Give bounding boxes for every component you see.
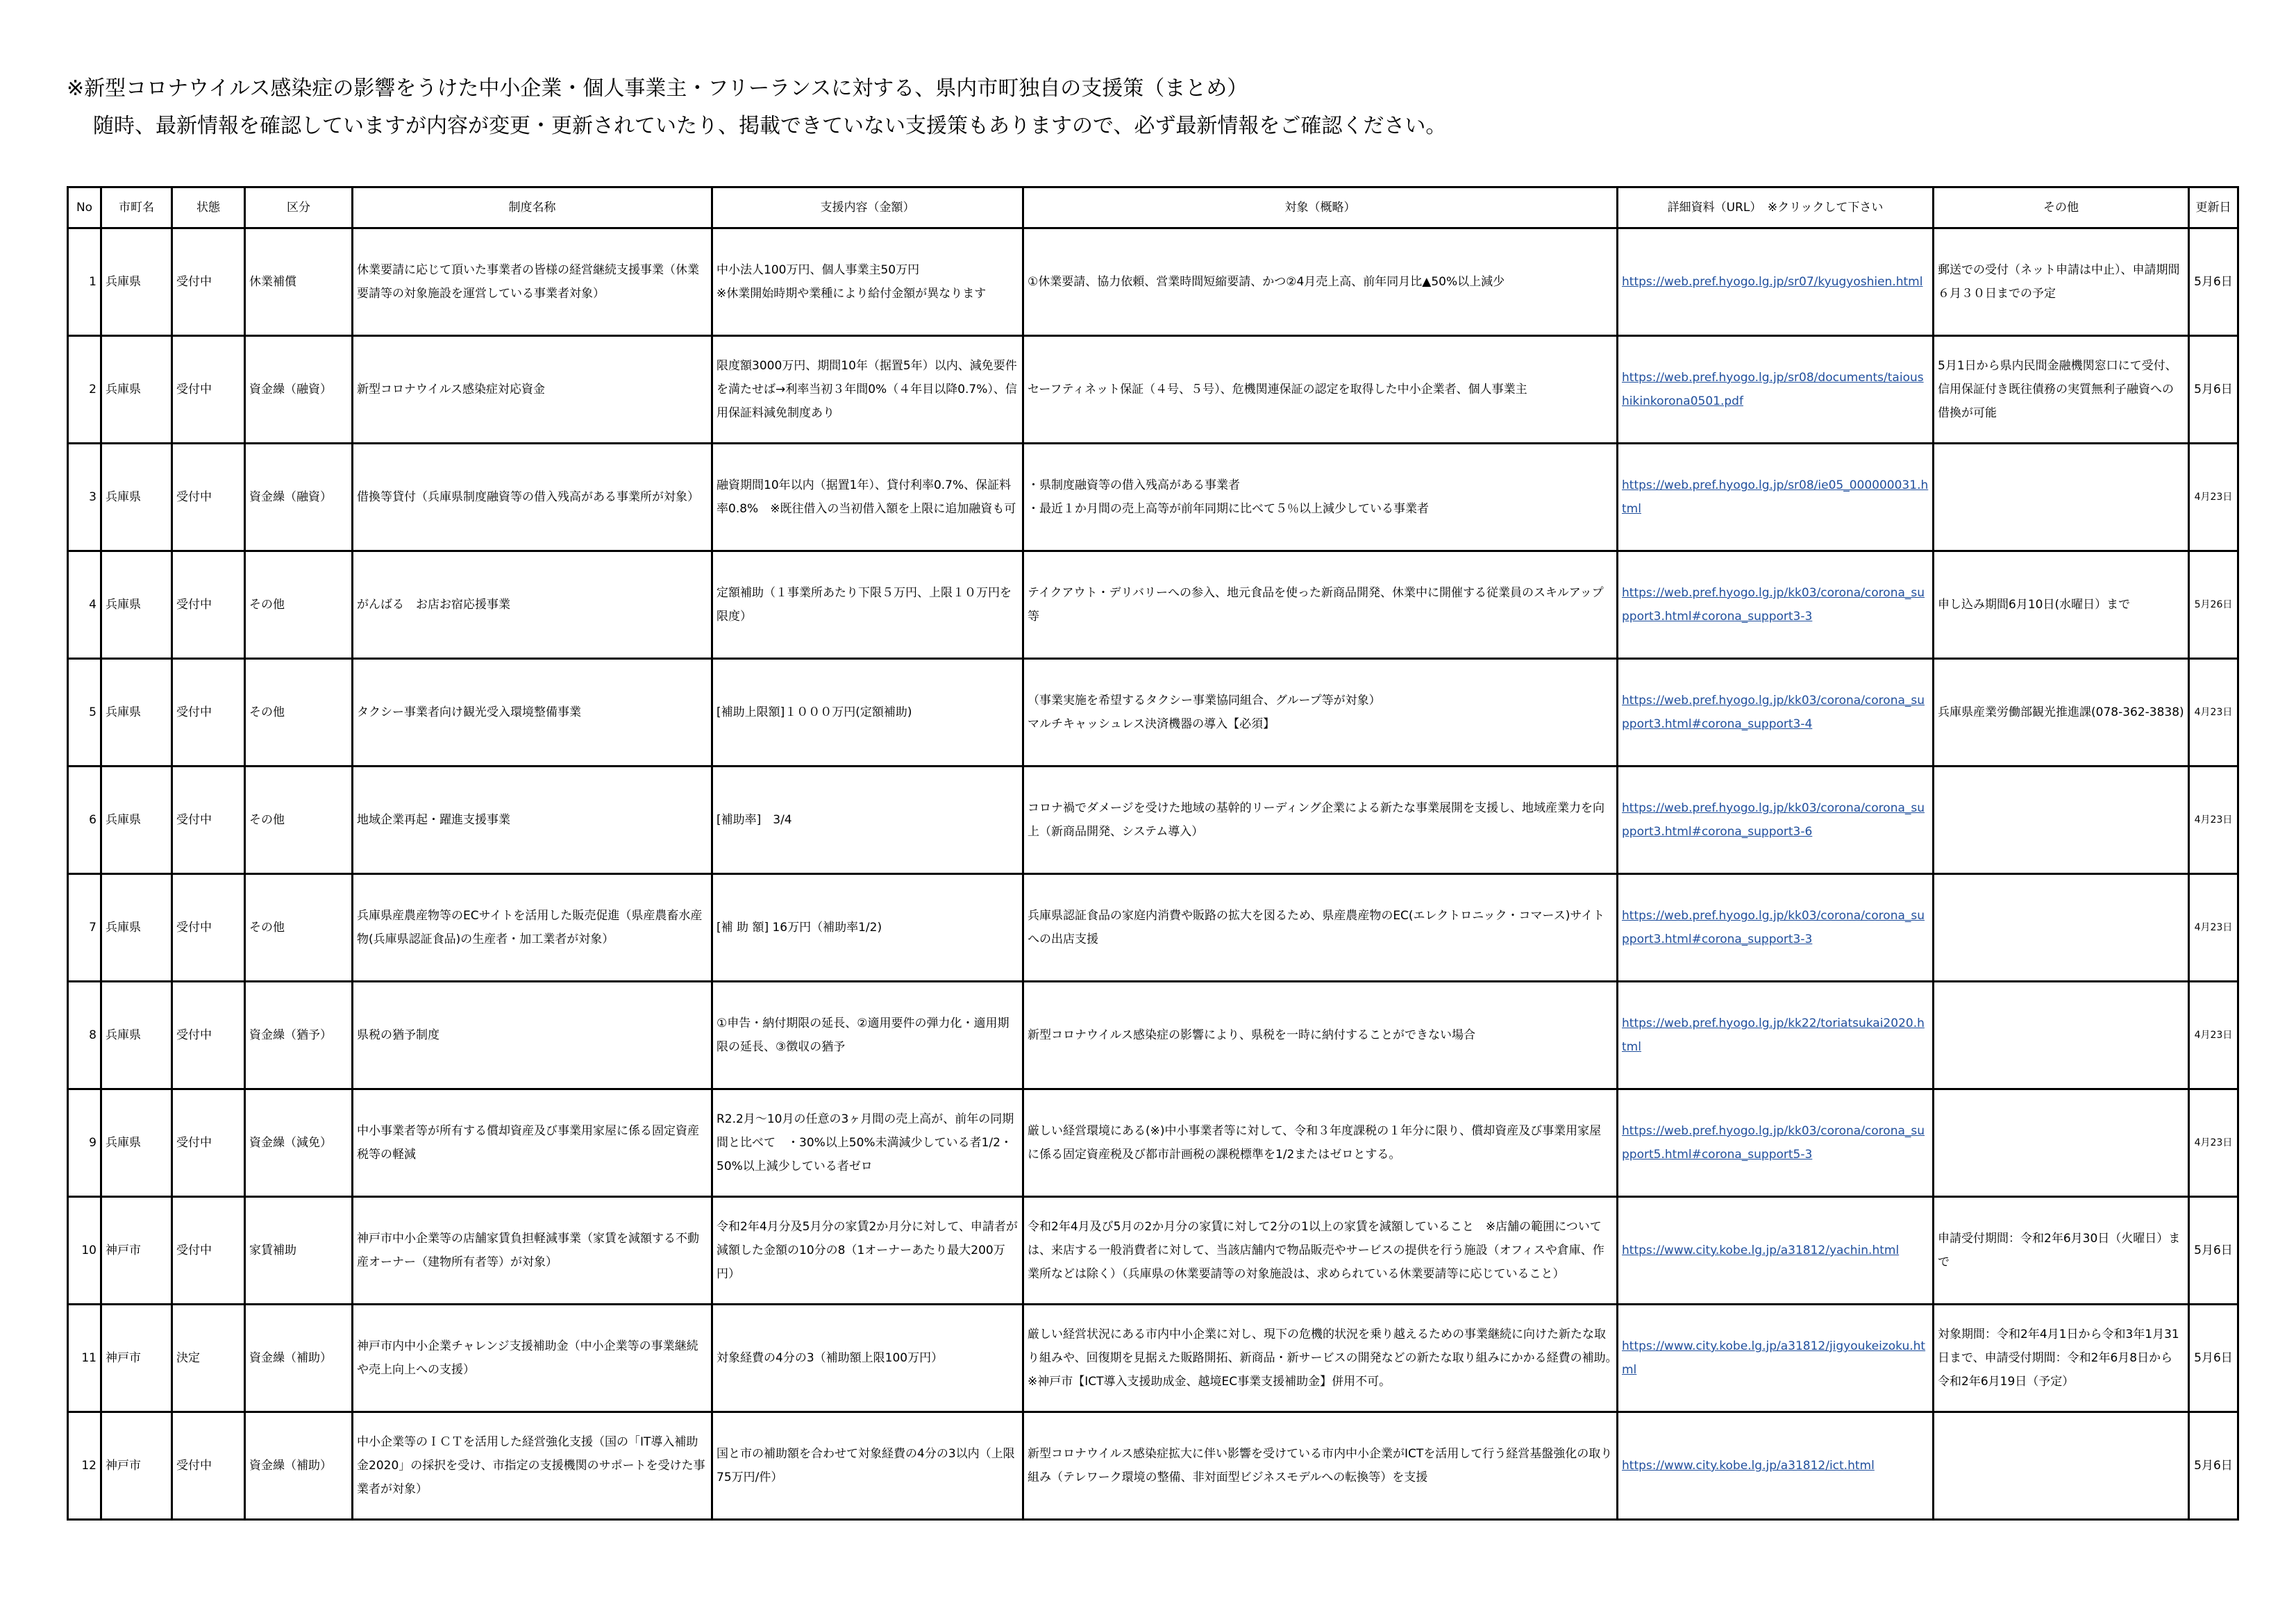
cell-name-text: 借換等貸付（兵庫県制度融資等の借入残高がある事業所が対象） [357,490,699,504]
cell-category-text: その他 [249,813,285,827]
cell-updated [2189,1197,2238,1305]
cell-target [1023,444,1618,551]
cell-target [1023,228,1618,336]
col-header-name: 制度名称 [353,187,712,228]
cell-support-text: 融資期間10年以内（据置1年）、貸付利率0.7%、保証料率0.8% ※既往借入の当初借入額を上限に追加融資も可 [717,478,1016,516]
cell-support [712,982,1023,1089]
cell-support-text: 限度額3000万円、期間10年（据置5年）以内、減免要件を満たせば→利率当初３年間0%（４年目以降0.7%）、信用保証料減免制度あり [717,359,1017,420]
cell-status-text: 受付中 [176,275,212,289]
page-title: ※新型コロナウイルス感染症の影響をうけた中小企業・個人事業主・フリーランスに対する、県内市町独自の支援策（まとめ） [67,76,1248,101]
cell-name-text: 新型コロナウイルス感染症対応資金 [357,383,545,396]
detail-link[interactable]: https://www.city.kobe.lg.jp/a31812/jigyoukeizoku.html [1622,1339,1926,1377]
cell-status [172,1412,245,1520]
cell-name-text: 兵庫県産農産物等のECサイトを活用した販売促進（県産農畜水産物(兵庫県認証食品)の生産者・加工業者が対象） [357,909,703,946]
cell-other [1934,767,2189,874]
cell-support [712,1305,1023,1412]
cell-other [1934,659,2189,767]
table-row [68,767,2238,874]
cell-no [68,336,101,444]
cell-category [245,1305,353,1412]
table-row [68,659,2238,767]
cell-other [1934,336,2189,444]
col-header-no: No [68,187,101,228]
cell-city-text: 兵庫県 [106,598,141,612]
cell-url [1618,874,1934,982]
table-row [68,1197,2238,1305]
cell-updated [2189,874,2238,982]
cell-no [68,659,101,767]
cell-city [101,1412,172,1520]
cell-no [68,982,101,1089]
col-header-category: 区分 [245,187,353,228]
cell-updated-text: 5月6日 [2194,1459,2233,1473]
cell-updated [2189,767,2238,874]
cell-category-text: 休業補償 [249,275,296,289]
table-row [68,874,2238,982]
cell-city-text: 兵庫県 [106,1136,141,1150]
cell-updated-text: 5月6日 [2194,1351,2233,1365]
cell-category [245,551,353,659]
cell-support [712,1089,1023,1197]
cell-updated-text: 4月23日 [2194,814,2233,826]
cell-city-text: 兵庫県 [106,275,141,289]
support-measures-table [67,186,2239,1521]
cell-status [172,336,245,444]
cell-support-text: [補 助 額] 16万円（補助率1/2) [717,921,882,935]
cell-support [712,551,1023,659]
cell-updated-text: 4月23日 [2194,707,2233,718]
cell-name [353,982,712,1089]
cell-support [712,1412,1023,1520]
cell-city-text: 兵庫県 [106,490,141,504]
cell-target [1023,659,1618,767]
cell-name [353,1089,712,1197]
table-row [68,1412,2238,1520]
cell-status [172,874,245,982]
table-row [68,444,2238,551]
cell-status [172,1305,245,1412]
cell-city-text: 神戸市 [106,1459,141,1473]
cell-no-text: 7 [89,921,97,935]
cell-support-text: 中小法人100万円、個人事業主50万円 ※休業開始時期や業種により給付金額が異なります [717,263,987,301]
cell-city [101,1197,172,1305]
cell-target [1023,551,1618,659]
cell-category-text: その他 [249,705,285,719]
col-header-support: 支援内容（金額） [712,187,1023,228]
cell-category-text: 資金繰（補助） [249,1459,332,1473]
cell-no [68,444,101,551]
cell-status-text: 受付中 [176,705,212,719]
cell-category-text: 資金繰（猶予） [249,1028,332,1042]
cell-support-text: ①申告・納付期限の延長、②適用要件の弾力化・適用期限の延長、③徴収の猶予 [717,1016,1009,1054]
table-header-row [68,187,2238,228]
table-row [68,551,2238,659]
cell-other [1934,1197,2189,1305]
cell-updated-text: 4月23日 [2194,922,2233,933]
cell-url [1618,228,1934,336]
cell-no [68,228,101,336]
detail-link[interactable]: https://www.city.kobe.lg.jp/a31812/yachin.html [1622,1244,1900,1257]
cell-support-text: R2.2月～10月の任意の3ヶ月間の売上高が、前年の同期間と比べて ・30%以上50%未満減少している者1/2・50%以上減少している者ゼロ [717,1112,1014,1173]
cell-support-text: [補助上限額]１０００万円(定額補助) [717,705,912,719]
cell-target-text: 令和2年4月及び5月の2か月分の家賃に対して2分の1以上の家賃を減額していること ※店舗の範囲については、来店する一般消費者に対して、当該店舗内で物品販売やサービスの提供を行う施設（オフィスや倉庫、作業所などは除く）（兵庫県の休業要請等の対象施設は、求められている休業要請等に応じていること） [1028,1220,1604,1281]
cell-target-text: 厳しい経営環境にある(※)中小事業者等に対して、令和３年度課税の１年分に限り、償却資産及び事業用家屋に係る固定資産税及び都市計画税の課税標準を1/2またはゼロとする。 [1028,1124,1602,1162]
cell-support [712,1197,1023,1305]
cell-city-text: 神戸市 [106,1244,141,1257]
cell-updated [2189,336,2238,444]
cell-category [245,982,353,1089]
cell-target [1023,336,1618,444]
cell-category [245,767,353,874]
cell-status-text: 受付中 [176,490,212,504]
cell-name [353,1197,712,1305]
cell-url [1618,444,1934,551]
cell-other [1934,982,2189,1089]
cell-name [353,1305,712,1412]
cell-no [68,551,101,659]
cell-no-text: 9 [89,1136,97,1150]
cell-other [1934,874,2189,982]
cell-updated [2189,444,2238,551]
cell-category [245,1089,353,1197]
cell-category-text: 資金繰（融資） [249,490,332,504]
col-header-city: 市町名 [101,187,172,228]
cell-target [1023,1197,1618,1305]
cell-support-text: [補助率] 3/4 [717,813,792,827]
cell-updated [2189,551,2238,659]
cell-city-text: 兵庫県 [106,705,141,719]
cell-status-text: 受付中 [176,921,212,935]
cell-status-text: 受付中 [176,1244,212,1257]
cell-url [1618,767,1934,874]
cell-no-text: 3 [89,490,97,504]
cell-name [353,551,712,659]
cell-support [712,444,1023,551]
detail-link[interactable]: https://web.pref.hyogo.lg.jp/kk03/corona/corona_support3.html#corona_support3-3 [1622,909,1925,946]
cell-category [245,444,353,551]
page-notice: 随時、最新情報を確認していますが内容が変更・更新されていたり、掲載できていない支援策もありますので、必ず最新情報をご確認ください。 [93,114,1447,138]
cell-support-text: 令和2年4月分及5月分の家賃2か月分に対して、申請者が減額した金額の10分の8（1オーナーあたり最大200万円） [717,1220,1018,1281]
cell-category-text: 資金繰（融資） [249,383,332,396]
cell-url [1618,982,1934,1089]
cell-no-text: 1 [89,275,97,289]
detail-link[interactable]: https://web.pref.hyogo.lg.jp/kk03/corona/corona_support3.html#corona_support3-3 [1622,586,1925,623]
cell-no [68,1305,101,1412]
cell-status [172,767,245,874]
cell-updated-text: 4月23日 [2194,1030,2233,1041]
cell-city [101,767,172,874]
cell-category [245,228,353,336]
cell-target [1023,1305,1624,1412]
cell-target-text: コロナ禍でダメージを受けた地域の基幹的リーディング企業による新たな事業展開を支援し、地域産業力を向上（新商品開発、システム導入） [1028,801,1604,839]
cell-name [353,659,712,767]
cell-target-text: ①休業要請、協力依頼、営業時間短縮要請、かつ②4月売上高、前年同月比▲50%以上減少 [1028,275,1505,289]
cell-status-text: 受付中 [176,1028,212,1042]
cell-no-text: 4 [89,598,97,612]
cell-status [172,1089,245,1197]
cell-target-text: 新型コロナウイルス感染症拡大に伴い影響を受けている市内中小企業がICTを活用して行う経営基盤強化の取り組み（テレワーク環境の整備、非対面型ビジネスモデルへの転換等）を支援 [1028,1447,1613,1484]
detail-link[interactable]: https://web.pref.hyogo.lg.jp/sr07/kyugyoshien.html [1622,275,1923,289]
cell-target-text: 厳しい経営状況にある市内中小企業に対し、現下の危機的状況を乗り越えるための事業継続に向けた新たな取り組みや、回復期を見据えた販路開拓、新商品・新サービスの開発などの新たな取り組みにかかる経費の補助。 ※神戸市【ICT導入支援助成金、越境EC事業支援補助金】併用不可。 [1028,1328,1624,1389]
cell-target-text: （事業実施を希望するタクシー事業協同組合、グループ等が対象） マルチキャッシュレス決済機器の導入【必須】 [1028,694,1381,731]
cell-no [68,1412,101,1520]
cell-other-text: 兵庫県産業労働部観光推進課(078-362-3838) [1938,705,2184,719]
cell-no [68,874,101,982]
cell-updated [2189,1305,2238,1412]
cell-other [1934,1089,2189,1197]
cell-no-text: 6 [89,813,97,827]
cell-updated-text: 5月6日 [2194,1244,2233,1257]
cell-name-text: がんばる お店お宿応援事業 [357,598,510,612]
cell-name-text: 神戸市中小企業等の店舗家賃負担軽減事業（家賃を減額する不動産オーナー（建物所有者等）が対象） [357,1232,699,1269]
cell-status-text: 受付中 [176,383,212,396]
detail-link[interactable]: https://web.pref.hyogo.lg.jp/kk22/toriatsukai2020.html [1622,1016,1925,1054]
cell-other [1934,1412,2189,1520]
cell-target [1023,1412,1618,1520]
cell-status [172,659,245,767]
cell-url [1618,659,1934,767]
cell-name [353,874,712,982]
cell-status-text: 受付中 [176,1136,212,1150]
cell-no-text: 5 [89,705,97,719]
cell-name-text: 県税の猶予制度 [357,1028,439,1042]
cell-status [172,444,245,551]
cell-updated-text: 4月23日 [2194,492,2233,503]
col-header-target: 対象（概略） [1023,187,1618,228]
col-header-other: その他 [1934,187,2189,228]
cell-name-text: 休業要請に応じて頂いた事業者の皆様の経営継続支援事業（休業要請等の対象施設を運営している事業者対象） [357,263,699,301]
cell-other-text: 対象期間：令和2年4月1日から令和3年1月31日まで、申請受付期間：令和2年6月8日から令和2年6月19日（予定） [1938,1328,2179,1389]
cell-no-text: 11 [81,1351,97,1365]
cell-city-text: 神戸市 [106,1351,141,1365]
cell-no-text: 12 [81,1459,97,1473]
cell-category [245,659,353,767]
cell-updated [2189,659,2238,767]
cell-status [172,551,245,659]
cell-city-text: 兵庫県 [106,921,141,935]
cell-target [1023,874,1618,982]
cell-city [101,1305,172,1412]
cell-city [101,228,172,336]
cell-updated-text: 5月6日 [2194,275,2233,289]
cell-category [245,1197,353,1305]
cell-city [101,982,172,1089]
cell-name-text: 神戸市内中小企業チャレンジ支援補助金（中小企業等の事業継続や売上向上への支援） [357,1339,698,1377]
table-row [68,336,2238,444]
cell-support [712,659,1023,767]
cell-no-text: 2 [89,383,97,396]
cell-category-text: 資金繰（減免） [249,1136,332,1150]
cell-updated [2189,228,2238,336]
cell-city [101,1089,172,1197]
cell-name [353,1412,712,1520]
cell-updated [2189,1412,2238,1520]
detail-link[interactable]: https://web.pref.hyogo.lg.jp/sr08/ie05_000000031.html [1622,478,1929,516]
cell-other-text: 5月1日から県内民間金融機関窓口にて受付、信用保証付き既往債務の実質無利子融資への借換が可能 [1938,359,2177,420]
cell-category [245,1412,353,1520]
cell-status [172,1197,245,1305]
col-header-status: 状態 [172,187,245,228]
detail-link[interactable]: https://web.pref.hyogo.lg.jp/kk03/corona/corona_support5.html#corona_support5-3 [1622,1124,1925,1162]
cell-updated-text: 5月26日 [2194,599,2233,610]
cell-other [1934,1305,2189,1412]
cell-other [1934,228,2189,336]
cell-other-text: 申請受付期間：令和2年6月30日（火曜日）まで [1938,1232,2181,1269]
cell-support-text: 対象経費の4分の3（補助額上限100万円） [717,1351,944,1365]
cell-target-text: テイクアウト・デリバリーへの参入、地元食品を使った新商品開発、休業中に開催する従業員のスキルアップ 等 [1028,586,1616,623]
table-row [68,228,2238,336]
cell-name-text: タクシー事業者向け観光受入環境整備事業 [357,705,581,719]
table-row [68,982,2238,1089]
cell-status-text: 決定 [176,1351,200,1365]
cell-status-text: 受付中 [176,813,212,827]
cell-no [68,767,101,874]
table-row [68,1089,2238,1197]
cell-status [172,982,245,1089]
cell-updated-text: 4月23日 [2194,1137,2233,1148]
cell-city-text: 兵庫県 [106,1028,141,1042]
cell-support [712,336,1023,444]
col-header-updated: 更新日 [2189,187,2238,228]
cell-category-text: その他 [249,921,285,935]
cell-name-text: 中小事業者等が所有する償却資産及び事業用家屋に係る固定資産税等の軽減 [357,1124,699,1162]
detail-link[interactable]: https://web.pref.hyogo.lg.jp/kk03/corona/corona_support3.html#corona_support3-6 [1622,801,1925,839]
cell-target-text: 兵庫県認証食品の家庭内消費や販路の拡大を図るため、県産農産物のEC(エレクトロニック・コマース)サイトへの出店支援 [1028,909,1605,946]
cell-no [68,1197,101,1305]
detail-link[interactable]: https://web.pref.hyogo.lg.jp/kk03/corona/corona_support3.html#corona_support3-4 [1622,694,1925,731]
cell-target-text: 新型コロナウイルス感染症の影響により、県税を一時に納付することができない場合 [1028,1028,1475,1042]
cell-url [1618,551,1934,659]
cell-other [1934,444,2189,551]
cell-support [712,874,1023,982]
cell-no-text: 8 [89,1028,97,1042]
cell-url [1618,1305,1934,1412]
cell-target [1023,1089,1618,1197]
cell-name-text: 中小企業等のＩＣＴを活用した経営強化支援（国の「IT導入補助金2020」の採択を受け、市指定の支援機関のサポートを受けた事業者が対象） [357,1435,705,1496]
col-header-url: 詳細資料（URL） ※クリックして下さい [1618,187,1934,228]
cell-city-text: 兵庫県 [106,383,141,396]
cell-city [101,659,172,767]
cell-city [101,444,172,551]
cell-name [353,444,712,551]
cell-support [712,767,1023,874]
cell-name [353,336,712,444]
cell-city-text: 兵庫県 [106,813,141,827]
cell-other-text: 郵送での受付（ネット申請は中止）、申請期間６月３０日までの予定 [1938,263,2180,301]
cell-support-text: 国と市の補助額を合わせて対象経費の4分の3以内（上限75万円/件） [717,1447,1015,1484]
cell-category-text: 家賃補助 [249,1244,296,1257]
cell-category [245,874,353,982]
cell-status [172,228,245,336]
cell-status-text: 受付中 [176,598,212,612]
cell-city [101,336,172,444]
detail-link[interactable]: https://www.city.kobe.lg.jp/a31812/ict.html [1622,1459,1875,1473]
table-row [68,1305,2238,1412]
cell-category-text: 資金繰（補助） [249,1351,332,1365]
cell-category-text: その他 [249,598,285,612]
cell-no [68,1089,101,1197]
cell-city [101,874,172,982]
cell-no-text: 10 [81,1244,97,1257]
cell-target [1023,982,1618,1089]
cell-target-text: セーフティネット保証（４号、５号）、危機関連保証の認定を取得した中小企業者、個人事業主 [1028,383,1527,396]
cell-url [1618,1412,1934,1520]
cell-url [1618,336,1934,444]
cell-other [1934,551,2189,659]
cell-support [712,228,1023,336]
cell-city [101,551,172,659]
detail-link[interactable]: https://web.pref.hyogo.lg.jp/sr08/documents/taioushikinkorona0501.pdf [1622,371,1924,408]
cell-updated [2189,982,2238,1089]
cell-name [353,767,712,874]
cell-other-text: 申し込み期間6月10日(水曜日）まで [1938,598,2131,612]
cell-updated [2189,1089,2238,1197]
cell-url [1618,1089,1934,1197]
cell-url [1618,1197,1934,1305]
cell-name-text: 地域企業再起・躍進支援事業 [357,813,510,827]
cell-target-text: ・県制度融資等の借入残高がある事業者 ・最近１か月間の売上高等が前年同期に比べて５％以上減少している事業者 [1028,478,1429,516]
cell-updated-text: 5月6日 [2194,383,2233,396]
cell-target [1023,767,1618,874]
cell-status-text: 受付中 [176,1459,212,1473]
cell-name [353,228,712,336]
cell-category [245,336,353,444]
cell-support-text: 定額補助（１事業所あたり下限５万円、上限１０万円を限度） [717,586,1012,623]
